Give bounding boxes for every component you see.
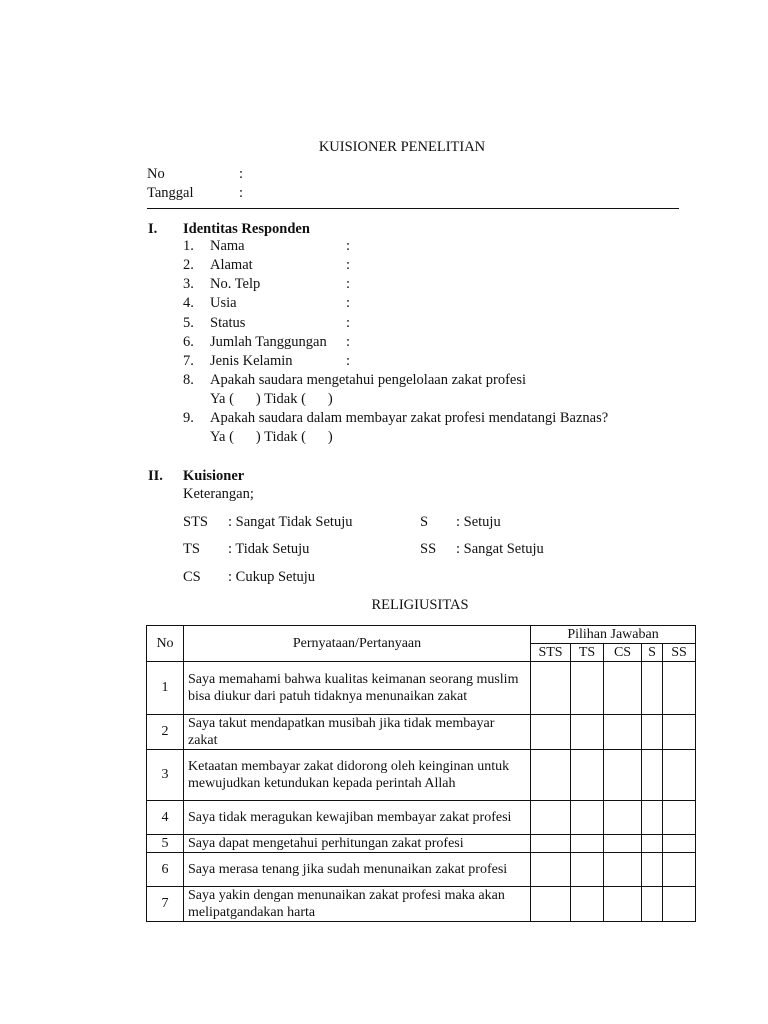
answer-cell-ts[interactable] xyxy=(571,835,604,853)
legend-desc: : Sangat Setuju xyxy=(456,541,544,557)
answer-cell-ts[interactable] xyxy=(571,662,604,715)
section1-title: Identitas Responden xyxy=(183,221,310,237)
question9-number: 9. xyxy=(183,410,194,426)
answer-cell-ss[interactable] xyxy=(663,801,696,835)
row-number: 3 xyxy=(147,750,184,801)
question9-text: Apakah saudara dalam membayar zakat profesi mendatangi Baznas? xyxy=(210,410,609,426)
legend-code: TS xyxy=(183,541,200,557)
legend-desc: : Setuju xyxy=(456,514,501,530)
identity-item-colon: : xyxy=(346,257,351,273)
answer-cell-sts[interactable] xyxy=(531,853,571,887)
answer-cell-s[interactable] xyxy=(642,662,663,715)
answer-cell-ss[interactable] xyxy=(663,853,696,887)
identity-item-number: 5. xyxy=(183,315,194,331)
option-ya-close: ) xyxy=(255,391,261,407)
row-statement: Ketaatan membayar zakat didorong oleh keinginan untuk mewujudkan ketundukan kepada perintah Allah xyxy=(184,750,531,801)
answer-cell-cs[interactable] xyxy=(604,715,642,750)
answer-cell-s[interactable] xyxy=(642,887,663,922)
row-statement: Saya dapat mengetahui perhitungan zakat profesi xyxy=(184,835,531,853)
legend-code: CS xyxy=(183,569,201,585)
identity-item-colon: : xyxy=(346,334,351,350)
identity-item-label: Nama xyxy=(210,238,245,254)
header-divider xyxy=(147,208,679,209)
section2-number: II. xyxy=(148,468,163,484)
table-row xyxy=(147,887,696,922)
header-no-colon: : xyxy=(239,166,244,182)
row-statement: Saya yakin dengan menunaikan zakat profesi maka akan melipatgandakan harta xyxy=(184,887,531,922)
question8-text: Apakah saudara mengetahui pengelolaan zakat profesi xyxy=(210,372,527,388)
section2-title: Kuisioner xyxy=(183,468,245,484)
answer-cell-ss[interactable] xyxy=(663,835,696,853)
identity-item-colon: : xyxy=(346,276,351,292)
legend-code: STS xyxy=(183,514,208,530)
table-row xyxy=(147,801,696,835)
identity-item-colon: : xyxy=(346,295,351,311)
answer-cell-sts[interactable] xyxy=(531,662,571,715)
option-tidak-label: Tidak ( xyxy=(264,391,306,407)
option-ya-label: Ya ( xyxy=(210,391,234,407)
row-number: 4 xyxy=(147,801,184,835)
row-statement: Saya takut mendapatkan musibah jika tidak membayar zakat xyxy=(184,715,531,750)
religiusitas-table xyxy=(146,625,696,922)
row-statement: Saya merasa tenang jika sudah menunaikan zakat profesi xyxy=(184,853,531,887)
answer-cell-ts[interactable] xyxy=(571,853,604,887)
question8-number: 8. xyxy=(183,372,194,388)
identity-item-label: Status xyxy=(210,315,246,331)
answer-cell-s[interactable] xyxy=(642,835,663,853)
question8-options xyxy=(210,391,333,408)
answer-cell-sts[interactable] xyxy=(531,715,571,750)
table-row xyxy=(147,853,696,887)
identity-item-number: 2. xyxy=(183,257,194,273)
answer-cell-ts[interactable] xyxy=(571,801,604,835)
answer-cell-s[interactable] xyxy=(642,801,663,835)
header-date-colon: : xyxy=(239,185,244,201)
row-number: 1 xyxy=(147,662,184,715)
identity-item-number: 3. xyxy=(183,276,194,292)
answer-cell-cs[interactable] xyxy=(604,835,642,853)
section1-number: I. xyxy=(148,221,158,237)
identity-item-label: Alamat xyxy=(210,257,253,273)
identity-item-colon: : xyxy=(346,315,351,331)
option-ya-close: ) xyxy=(255,429,261,445)
table-row xyxy=(147,662,696,715)
row-number: 2 xyxy=(147,715,184,750)
answer-cell-sts[interactable] xyxy=(531,750,571,801)
legend-code: S xyxy=(420,514,429,530)
identity-item-number: 1. xyxy=(183,238,194,254)
answer-cell-cs[interactable] xyxy=(604,887,642,922)
choice-header-cs: CS xyxy=(604,644,642,662)
identity-item-number: 6. xyxy=(183,334,194,350)
identity-item-label: Jumlah Tanggungan xyxy=(210,334,327,350)
choice-header-ts: TS xyxy=(571,644,604,662)
answer-cell-ss[interactable] xyxy=(663,715,696,750)
option-tidak-label: Tidak ( xyxy=(264,429,306,445)
row-number: 7 xyxy=(147,887,184,922)
row-number: 6 xyxy=(147,853,184,887)
identity-item-colon: : xyxy=(346,353,351,369)
legend-desc: : Cukup Setuju xyxy=(228,569,316,585)
answer-cell-cs[interactable] xyxy=(604,750,642,801)
table-row xyxy=(147,750,696,801)
header-no-label: No xyxy=(147,166,165,182)
row-number: 5 xyxy=(147,835,184,853)
answer-cell-ss[interactable] xyxy=(663,887,696,922)
choice-header-ss: SS xyxy=(663,644,696,662)
option-ya-label: Ya ( xyxy=(210,429,234,445)
option-tidak-close: ) xyxy=(327,429,333,445)
answer-cell-s[interactable] xyxy=(642,853,663,887)
identity-item-label: Jenis Kelamin xyxy=(210,353,293,369)
identity-item-label: No. Telp xyxy=(210,276,261,292)
row-statement: Saya tidak meragukan kewajiban membayar zakat profesi xyxy=(184,801,531,835)
answer-cell-s[interactable] xyxy=(642,750,663,801)
answer-cell-sts[interactable] xyxy=(531,801,571,835)
row-statement: Saya memahami bahwa kualitas keimanan seorang muslim bisa diukur dari patuh tidaknya menunaikan zakat xyxy=(184,662,531,715)
column-header-statement: Pernyataan/Pertanyaan xyxy=(184,626,531,662)
identity-item-number: 7. xyxy=(183,353,194,369)
page-title: KUISIONER PENELITIAN xyxy=(318,139,486,155)
header-date-label: Tanggal xyxy=(147,185,194,201)
table-title: RELIGIUSITAS xyxy=(371,597,469,613)
column-header-no: No xyxy=(147,626,184,662)
answer-cell-cs[interactable] xyxy=(604,801,642,835)
identity-item-number: 4. xyxy=(183,295,194,311)
option-tidak-close: ) xyxy=(327,391,333,407)
choice-header-s: S xyxy=(642,644,663,662)
answer-cell-sts[interactable] xyxy=(531,887,571,922)
legend-code: SS xyxy=(420,541,437,557)
identity-item-colon: : xyxy=(346,238,351,254)
choice-header-sts: STS xyxy=(531,644,571,662)
answer-cell-ts[interactable] xyxy=(571,750,604,801)
answer-cell-ss[interactable] xyxy=(663,662,696,715)
answer-cell-ts[interactable] xyxy=(571,715,604,750)
legend-desc: : Tidak Setuju xyxy=(228,541,310,557)
answer-cell-s[interactable] xyxy=(642,715,663,750)
answer-cell-cs[interactable] xyxy=(604,853,642,887)
answer-cell-sts[interactable] xyxy=(531,835,571,853)
table-row xyxy=(147,715,696,750)
table-row xyxy=(147,835,696,853)
identity-item-label: Usia xyxy=(210,295,237,311)
column-group-header: Pilihan Jawaban xyxy=(531,626,696,644)
question9-options xyxy=(210,429,333,446)
answer-cell-ss[interactable] xyxy=(663,750,696,801)
answer-cell-ts[interactable] xyxy=(571,887,604,922)
legend-desc: : Sangat Tidak Setuju xyxy=(228,514,353,530)
answer-cell-cs[interactable] xyxy=(604,662,642,715)
legend-heading: Keterangan; xyxy=(183,486,254,502)
